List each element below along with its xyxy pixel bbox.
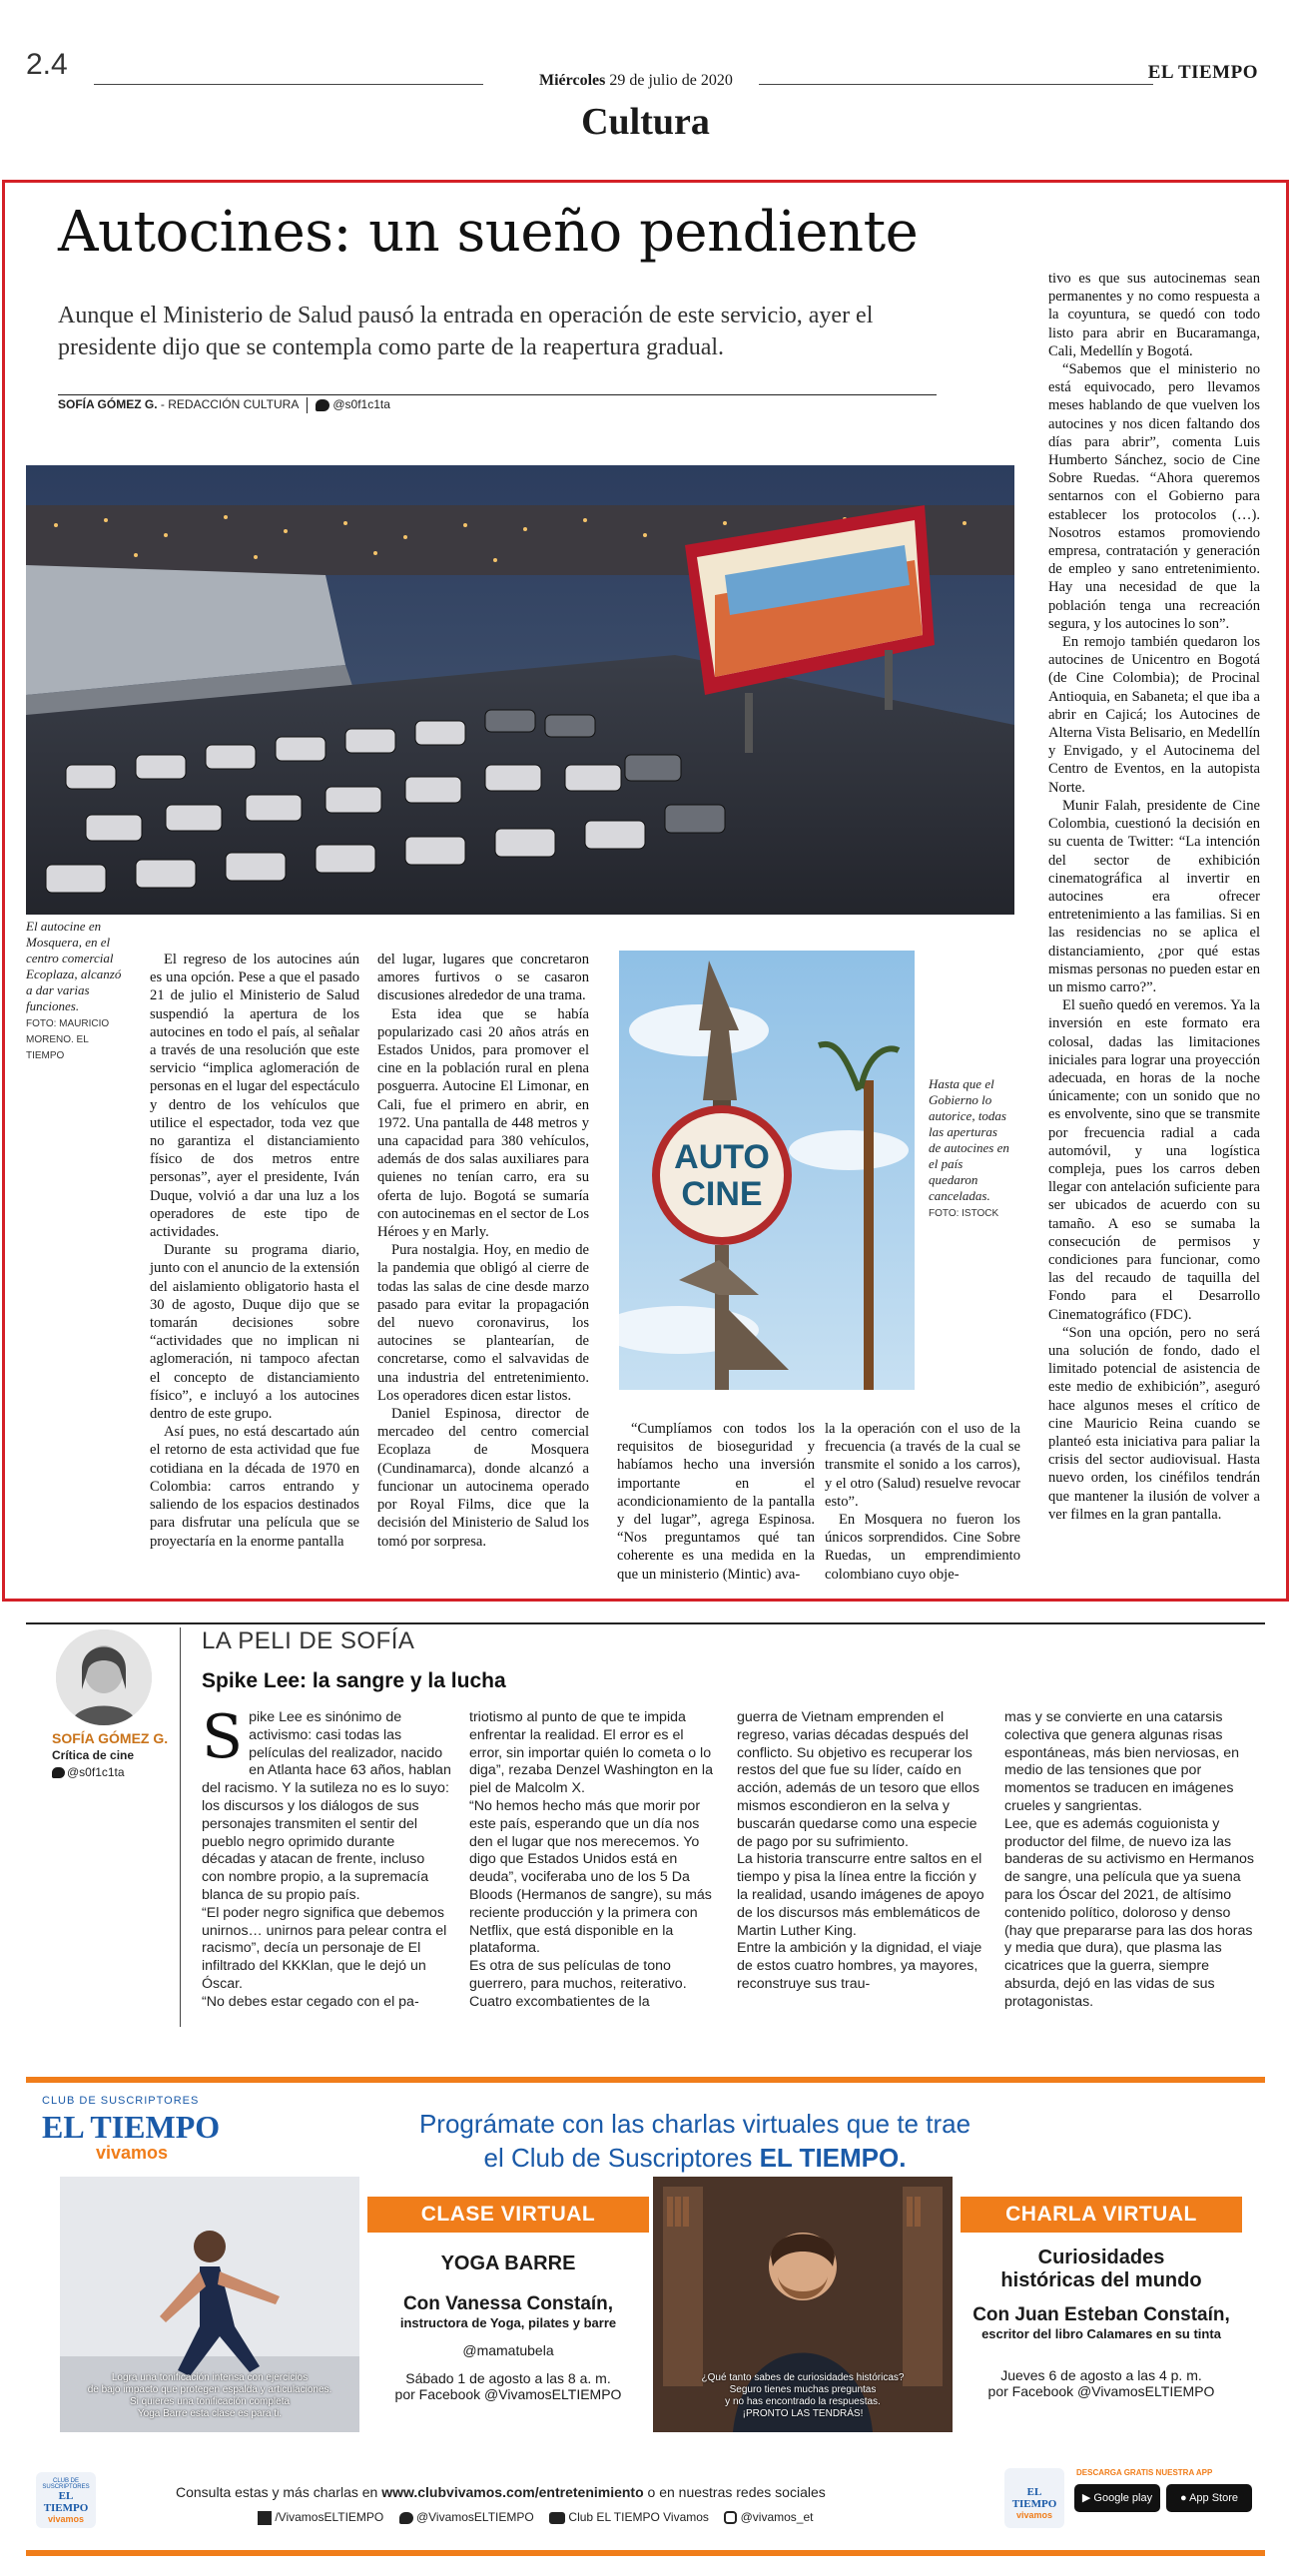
main-photo-credit: FOTO: MAURICIO MORENO. EL TIEMPO [26, 1018, 110, 1061]
yoga-host: Con Vanessa Constaín, [402, 2293, 614, 2314]
article-headline: Autocines: un sueño pendiente [58, 200, 919, 265]
sign-word-auto: AUTO [674, 1138, 770, 1176]
historia-host-desc: escritor del libro Calamares en su tinta [981, 2326, 1221, 2341]
sign-word-cine: CINE [681, 1175, 763, 1213]
article-column-3b [825, 1420, 1020, 1584]
ad-small-logo-left: CLUB DE SUSCRIPTORES EL TIEMPO vivamos [36, 2472, 96, 2528]
paragraph: “Cumplíamos con todos los requisitos de bioseguridad y habíamos hecho una inversión importante en el acondicionamiento de la pantalla y del lugar”, agrega Espinosa. “Nos preguntamos qué tan coherente es una medida en la que un ministerio (Mintic) ava- [617, 1421, 815, 1583]
ad-top-bar [26, 2077, 1265, 2083]
paragraph: Así pues, no está descartado aún el retorno de esta actividad que fue cotidiana en la década de 1970 en Colombia: carros entrando y saliendo de los espacios destinados para disfrutar una película que se proyectaría en la enorme pantalla [150, 1424, 359, 1550]
paragraph: mas y se convierte en una catarsis colectiva que genera algunas risas espontáneas, más bien nerviosas, en medio de las tensiones que por momentos se traducen en imágenes crueles y sangrientas. [1004, 1709, 1240, 1814]
paragraph: En Mosquera no fueron los únicos sorprendidos. Cine Sobre Ruedas, un emprendimiento colombiano cuyo obje- [825, 1512, 1020, 1583]
yoga-where[interactable]: por Facebook @VivamosELTIEMPO [394, 2386, 622, 2402]
social-instagram[interactable]: @vivamos_et [740, 2510, 814, 2524]
column-text-4 [1004, 1709, 1260, 2012]
paragraph: Daniel Espinosa, director de mercadeo del centro comercial Ecoplaza de Mosquera (Cundinamarca), donde alcanzó a funcionar un autocinema operado por Royal Films, dice que la decisión del Ministerio de Salud los tomó por sorpresa. [377, 1406, 589, 1550]
club-ad[interactable] [26, 2077, 1265, 2556]
yoga-info [367, 2197, 649, 2402]
historia-photo [653, 2177, 953, 2432]
column-rule [26, 1622, 1265, 1624]
ad-logo: EL TIEMPO [42, 2109, 221, 2145]
twitter-icon [316, 399, 329, 411]
article-column-2 [377, 951, 589, 1551]
column-title: Spike Lee: la sangre y la lucha [202, 1669, 506, 1692]
section-title: Cultura [581, 101, 710, 143]
twitter-icon [52, 1767, 65, 1778]
yoga-photo-caption: Logra una tonificación intensa con ejercicios de bajo impacto que protegen espalda y articulaciones. Si quieres una tonificación completa Yoga Barre esta clase es para ti. [87, 2372, 332, 2419]
paragraph: “No hemos hecho más que morir por este país, esperando que un día nos den el lugar que nos merecemos. Yo digo que Estados Unidos está en deuda”, vociferaba uno de los 5 Da Bloods (Hermanos de sangre), su más reciente producción y la primera con Netflix, que está disponible en la plataforma. [469, 1797, 712, 1957]
column-text-2 [469, 1709, 719, 2012]
app-store-button[interactable]: ● App Store [1166, 2484, 1252, 2512]
byline [58, 397, 390, 413]
paragraph: “Son una opción, pero no será una solución de fondo, dado el limitado potencial de asistencia de este medio de exhibición”, aseguró hace algunos meses el crítico de cine Mauricio Reina cuando se planteó esta iniciativa para paliar la crisis del sector audiovisual. Hasta nuevo orden, los cinéfilos tendrán que mantener la ilusión de volver a ver filmes en la gran pantalla. [1048, 1324, 1260, 1523]
header-rule-left [94, 84, 483, 85]
column-divider [180, 1627, 181, 2027]
paragraph: Durante su programa diario, junto con el anuncio de la extensión del aislamiento obligatorio hasta el 30 de agosto, Duque dijo que se tomarán decisiones sobre “actividades que no implican ni aglomeración, ni tampoco afectan el concepto de distanciamiento físico”, e incluyó a los autocines dentro de este grupo. [150, 1242, 359, 1423]
twitter-icon [399, 2512, 413, 2524]
ad-club-line: CLUB DE SUSCRIPTORES [42, 2095, 200, 2107]
yoga-photo [60, 2177, 359, 2432]
page-number: 2.4 [26, 48, 68, 81]
byline-rule [58, 394, 937, 395]
youtube-icon [549, 2512, 565, 2524]
google-play-button[interactable]: ▶ Google play [1074, 2484, 1160, 2512]
instagram-icon [724, 2511, 737, 2524]
play-icon: ▶ [1081, 2492, 1091, 2504]
article-deck: Aunque el Ministerio de Salud pausó la entrada en operación de este servicio, ayer el presidente dijo que se contempla como parte de la reapertura gradual. [58, 303, 874, 360]
ad-tag-charla: CHARLA VIRTUAL [961, 2197, 1242, 2233]
yoga-when: Sábado 1 de agosto a las 8 a. m. [405, 2370, 611, 2386]
social-twitter[interactable]: @VivamosELTIEMPO [415, 2510, 534, 2524]
autocine-sign-art [619, 951, 915, 1390]
paragraph: Lee, que es además coguionista y productor del filme, de nuevo iza las banderas de su activismo en Hermanos de sangre, una película que ya suena para los Óscar del 2021, de altísimo contenido político, doloroso y denso (hay que prepararse para las dos horas y media que dura), que plasma las cicatrices que la guerra, siempre absurda, dejó en las vidas de sus protagonistas. [1004, 1815, 1254, 2010]
column-author-role: Crítica de cine [52, 1748, 135, 1762]
ad-footer-text: Consulta estas y más charlas en www.clubvivamos.com/entretenimiento o en nuestras redes sociales [176, 2484, 826, 2500]
app-download-label: DESCARGA GRATIS NUESTRA APP [1076, 2468, 1213, 2477]
column-text-1 [202, 1702, 451, 2012]
paragraph: El sueño quedó en veremos. Ya la inversión en este formato era colosal, dadas las limitaciones iniciales para lograr una proyección adecuada, en horas de la noche únicamente; con un sonido que no es envolvente, sino que se transmite por frecuencia radial a cada automóvil, y una logística compleja, pues los carros deben llegar con antelación suficiente para ser ubicados de acuerdo con su tamaño. A eso se sumaba la consecución de permisos y condiciones para funcionar, como las del recaudo de taquilla del Fondo para el Desarrollo Cinematográfico (FDC). [1048, 997, 1260, 1323]
paragraph: la la operación con el uso de la frecuencia (a través de la cual se transmite el sonido a los carros), y el otro (Salud) resuelve revocar esto”. [825, 1421, 1020, 1510]
main-photo-caption: El autocine en Mosquera, en el centro comercial Ecoplaza, alcanzó a dar varias funciones. FOTO: MAURICIO MORENO. EL TIEMPO [26, 919, 126, 1064]
ad-card-yoga[interactable] [60, 2177, 649, 2432]
paragraph: guerra de Vietnam emprenden el regreso, varias décadas después del conflicto. Su objetivo es recuperar los restos del que fue su líder, caído en acción, además de un tesoro que ellos mismos escondieron en la selva y buscarán quedarse como una especie de pago por su sufrimiento. [737, 1709, 979, 1850]
paragraph: del lugar, lugares que concretaron amores furtivos o se casaron discusiones alrededor de una trama. [377, 952, 589, 1004]
byline-twitter: @s0f1c1ta [332, 397, 390, 412]
byline-dept: - REDACCIÓN CULTURA [157, 397, 300, 412]
brand-logo: EL TIEMPO [1147, 62, 1258, 83]
paragraph: Munir Falah, presidente de Cine Colombia, cuestionó la decisión en su cuenta de Twitter: “La intención del sector de exhibición cinematográfica al invertir en autocines era ofrecer entretenimiento a las familias. Si en las residencias no se aplica el distanciamiento, ¿por qué estas mismas personas no pueden estar en un mismo carro?”. [1048, 797, 1260, 995]
historia-photo-caption: ¿Qué tanto sabes de curiosidades históricas? Seguro tienes muchas preguntas y no has encontrado la respuestas. ¡PRONTO LAS TENDRÁS! [701, 2372, 905, 2419]
author-avatar [56, 1629, 152, 1725]
drive-in-photo-art [26, 465, 1014, 915]
yoga-handle: @mamatubela [462, 2342, 554, 2358]
ad-small-logo-right: EL TIEMPO vivamos [1004, 2468, 1064, 2528]
sign-photo-credit: FOTO: ISTOCK [929, 1208, 999, 1219]
column-kicker: LA PELI DE SOFÍA [202, 1627, 415, 1654]
paragraph: “No debes estar cegado con el pa- [202, 1993, 419, 2010]
historia-host: Con Juan Esteban Constaín, [972, 2304, 1230, 2325]
column-text-3 [737, 1709, 986, 1994]
paragraph: “Sabemos que el ministerio no está equivocado, pero llevamos meses hablando de que vuelven los autocines y nos dicen faltando dos días para abrir”, comenta Luis Humberto Sánchez, socio de Cine Sobre Ruedas. “Ahora queremos sentarnos con el Gobierno para establecer los protocolos (…). Nosotros estamos promoviendo empresa, contratación y generación de empleo y sano entretenimiento. Hay una necesidad de que la población tenga una recreación segura, y los autocines lo son”. [1048, 361, 1260, 632]
ad-headline: Prográmate con las charlas virtuales que te trae el Club de Suscriptores EL TIEMPO. [418, 2109, 971, 2173]
ad-link[interactable]: www.clubvivamos.com/entretenimiento [381, 2484, 644, 2500]
ad-tag-clase: CLASE VIRTUAL [367, 2197, 649, 2233]
dropcap: S [202, 1702, 244, 1772]
paragraph: Pura nostalgia. Hoy, en medio de la pandemia que obligó al cierre de todas las salas de cine desde marzo pasado para evitar la propagación del nuevo coronavirus, los autocines se plantearían, de concretarse, como el salvavidas de una industria del entretenimiento. Los operadores dicen estar listos. [377, 1242, 589, 1404]
issue-date: Miércoles 29 de julio de 2020 [539, 72, 733, 89]
paragraph: La historia transcurre entre saltos en el tiempo y pisa la línea entre la ficción y la realidad, usando imágenes de apoyo de los discursos más emblemáticos de Martin Luther King. [737, 1851, 984, 1939]
ad-bottom-bar [26, 2550, 1265, 2556]
historia-when: Jueves 6 de agosto a las 4 p. m. [1000, 2367, 1202, 2383]
byline-author: SOFÍA GÓMEZ G. [58, 397, 158, 412]
historia-info [961, 2197, 1242, 2399]
facebook-icon [258, 2511, 272, 2525]
social-facebook[interactable]: /VivamosELTIEMPO [275, 2510, 384, 2524]
apple-icon: ● [1179, 2492, 1187, 2504]
article-column-3a [617, 1420, 815, 1584]
paragraph: tivo es que sus autocinemas sean permanentes y no como respuesta a la coyuntura, se quedó con todo listo para abrir en Bucaramanga, Cali, Medellín y Bogotá. [1048, 271, 1260, 359]
article-column-4 [1048, 270, 1260, 1524]
paragraph: “El poder negro significa que debemos unirnos… unirnos para pelear contra el racismo”, decía un personaje de El infiltrado del KKKlan, que le dejó un Óscar. [202, 1904, 447, 1992]
historia-title-2: históricas del mundo [1000, 2269, 1202, 2291]
ad-logo-sub: vivamos [96, 2143, 169, 2163]
ad-social-row [258, 2510, 813, 2525]
historia-title-1: Curiosidades [1037, 2247, 1165, 2268]
ad-card-historia[interactable] [653, 2177, 1242, 2432]
paragraph: Entre la ambición y la dignidad, el viaje de estos cuatro hombres, ya mayores, reconstruye sus trau- [737, 1940, 982, 1992]
yoga-host-desc: instructora de Yoga, pilates y barre [399, 2315, 617, 2330]
sign-photo-caption: Hasta que el Gobierno lo autorice, todas las aperturas de autocines en el país quedaron canceladas. FOTO: ISTOCK [929, 1076, 1012, 1222]
paragraph: Esta idea que se había popularizado casi 20 años atrás en Estados Unidos, para promover el cine en la población rural en plena posguerra. Autocine El Limonar, en Cali, fue el primero en abrir, en 1972. Una pantalla de 448 metros y una capacidad para 380 vehículos, además de dos salas auxiliares para quienes no tenían carro, era su oferta de lujo. Bogotá se sumaría con autocinemas en el sector de Los Héroes y en Marly. [377, 1005, 589, 1241]
yoga-title: YOGA BARRE [440, 2253, 576, 2274]
column-author-twitter: @s0f1c1ta [52, 1765, 125, 1779]
paragraph: pike Lee es sinónimo de activismo: casi todas las películas del realizador, nacido en Atlanta hace 63 años, hablan del racismo. Y la sutileza no es lo suyo: los discursos y los diálogos de sus personajes transmiten el sentir del pueblo negro oprimido durante décadas y atacan de frente, incluso con nombre propio, a la supremacía blanca de su propio país. [202, 1709, 451, 1903]
autocine-sign-photo [619, 951, 915, 1390]
paragraph: Es otra de sus películas de tono guerrero, para muchos, reiterativo. Cuatro excombatientes de la [469, 1958, 687, 2010]
drive-in-photo [26, 465, 1014, 915]
header-rule-right [759, 84, 1153, 85]
column-author: SOFÍA GÓMEZ G. [52, 1730, 169, 1746]
paragraph: En remojo también quedaron los autocines de Unicentro en Bogotá (de Cine Colombia); de Procinal Antioquia, en Sabaneta; el que iba a abrir en Cajicá; los Autocines de Alterna Vista Belisario, en Medellín y Envigado, y el Autocinema del Centro de Eventos, en la autopista Norte. [1048, 634, 1260, 796]
paragraph: El regreso de los autocines aún es una opción. Pese a que el pasado 21 de julio el Ministerio de Salud suspendió la apertura de los autocines en todo el país, al señalar a través de una resolución que este servicio “implica aglomeración de personas en el lugar del espectáculo y dentro de los vehículos que utilice el espectador, toda vez que no garantiza el distanciamiento físico de dos metros entre personas”, ayer el presidente, Iván Duque, volvió a dar una luz a los operadores de este tipo de actividades. [150, 952, 359, 1241]
paragraph: triotismo al punto de que te impida enfrentar la realidad. El error es el error, sin importar quién lo cometa o lo diga”, rezaba Denzel Washington en la piel de Malcolm X. [469, 1709, 713, 1797]
article-column-1 [150, 951, 359, 1551]
social-youtube[interactable]: Club EL TIEMPO Vivamos [568, 2510, 709, 2524]
historia-where[interactable]: por Facebook @VivamosELTIEMPO [987, 2383, 1215, 2399]
